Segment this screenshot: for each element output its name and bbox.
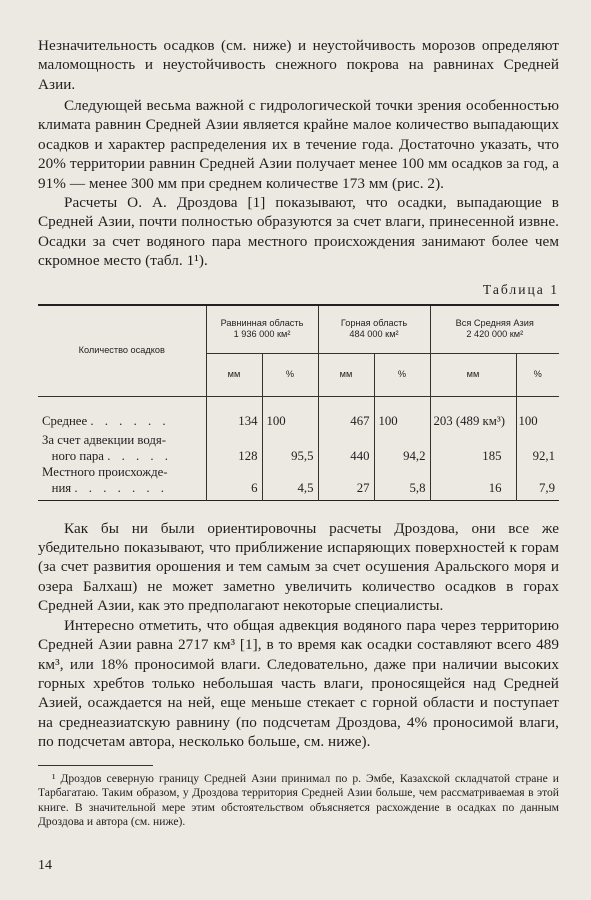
paragraph-1: Незначительность осадков (см. ниже) и неустойчивость морозов определяют маломощность и неустойчивость снежного покрова на равнинах Средней Азии.: [38, 37, 559, 93]
table-caption: Таблица 1: [482, 281, 559, 297]
footnote-rule: [38, 765, 153, 766]
leader-dots: . . . . . . .: [74, 480, 168, 495]
row-label-cont: ния: [51, 480, 72, 495]
mountains-area: 484 000 км²: [349, 329, 399, 340]
row-label: За счет адвекции водя-: [42, 432, 167, 447]
table-row-local: [38, 464, 559, 501]
table-cell: 95,5: [262, 429, 318, 464]
column-group-plains: [206, 306, 318, 354]
table-cell: 128: [206, 429, 262, 464]
table-cell: 16: [430, 464, 516, 501]
table-cell: 100: [374, 396, 430, 429]
table-cell: 100: [518, 413, 538, 428]
table-row-average: [38, 396, 559, 429]
row-label-cont: ного пара: [51, 448, 104, 463]
footnote: ¹ Дроздов северную границу Средней Азии принимал по р. Эмбе, Казахской складчатой стране и Тарбагатаю. Таким образом, у Дроздова территория Средней Азии больше, чем рассматриваемая в этой книге. В значительной мере этим обстоятельством объясняется расхождение в осадках по данным Дроздова и автора (см. ниже).: [38, 771, 559, 829]
column-group-all-central-asia: [430, 306, 559, 354]
page-body: [38, 36, 559, 830]
table-cell: 94,2: [374, 429, 430, 464]
table-cell: 7,9: [539, 480, 555, 495]
table-cell: 4,5: [262, 464, 318, 501]
paragraph-3: Расчеты О. А. Дроздова [1] показывают, что осадки, выпадающие в Средней Азии, почти полностью образуются за счет влаги, принесенной извне. Осадки за счет водяного пара местного происхождения занимают более чем скромное место (табл. 1¹).: [38, 194, 559, 270]
unit-pct: %: [374, 353, 430, 396]
unit-mm: мм: [318, 353, 374, 396]
table-cell: 185: [430, 429, 516, 464]
column-group-mountains: [318, 306, 430, 354]
leader-dots: . . . . . .: [90, 413, 170, 428]
paragraph-4: Как бы ни были ориентировочны расчеты Дроздова, они все же убедительно показывают, что приближение испаряющих поверхностей к горам (за счет развития орошения и тем самым за счет осушения Аральского моря и озера Балхаш) не может заметно увеличить количество осадков в горах Средней Азии, как это предполагают некоторые специалисты.: [38, 519, 559, 615]
column-header-precipitation: Количество осадков: [38, 306, 206, 397]
page-number: 14: [38, 858, 52, 873]
table-cell: 134: [206, 396, 262, 429]
table-cell: 440: [318, 429, 374, 464]
plains-area: 1 936 000 км²: [233, 329, 291, 340]
unit-pct: %: [262, 353, 318, 396]
unit-pct: %: [516, 353, 559, 396]
table-cell: 92,1: [532, 448, 555, 463]
table-cell: 467: [318, 396, 374, 429]
unit-mm: мм: [206, 353, 262, 396]
paragraph-2: Следующей весьма важной с гидрологической точки зрения особенностью климата равнин Средней Азии является крайне малое количество выпадающих осадков и характер распределения их в течение года. Достаточно указать, что 20% территории равнин Средней Азии получает менее 100 мм осадков за год, а 91% — менее 300 мм при среднем количестве 173 мм (рис. 2).: [38, 97, 559, 192]
table-cell: 6: [206, 464, 262, 501]
table-cell: 27: [318, 464, 374, 501]
table-cell: 203 (489 км³): [430, 396, 516, 429]
plains-name: Равнинная область: [220, 318, 304, 329]
leader-dots: . . . . .: [107, 448, 172, 463]
table-cell: 5,8: [374, 464, 430, 501]
all-area: 2 420 000 км²: [466, 329, 524, 340]
paragraph-5: Интересно отметить, что общая адвекция водяного пара через территорию Средней Азии равна 2717 км³ [1], в то время как осадки составляют всего 489 км³, или 18% проносимой влаги. Следовательно, даже при наличии высоких горных хребтов только небольшая часть влаги, проносящейся над Средней Азией, осаждается на ней, еще меньше стекает с горной области и поступает на среднеазиатскую равнину (по подсчетам Дроздова, 4% проносимой влаги, по подсчетам автора, несколько больше, см. ниже).: [38, 616, 559, 751]
table-cell: 100: [262, 396, 318, 429]
all-name: Вся Средняя Азия: [455, 318, 534, 329]
mountains-name: Горная область: [340, 318, 408, 329]
unit-mm: мм: [430, 353, 516, 396]
row-label: Среднее: [42, 413, 88, 428]
precipitation-table: [38, 306, 559, 501]
row-label: Местного происхожде-: [42, 464, 168, 479]
table-row-advection: [38, 429, 559, 464]
